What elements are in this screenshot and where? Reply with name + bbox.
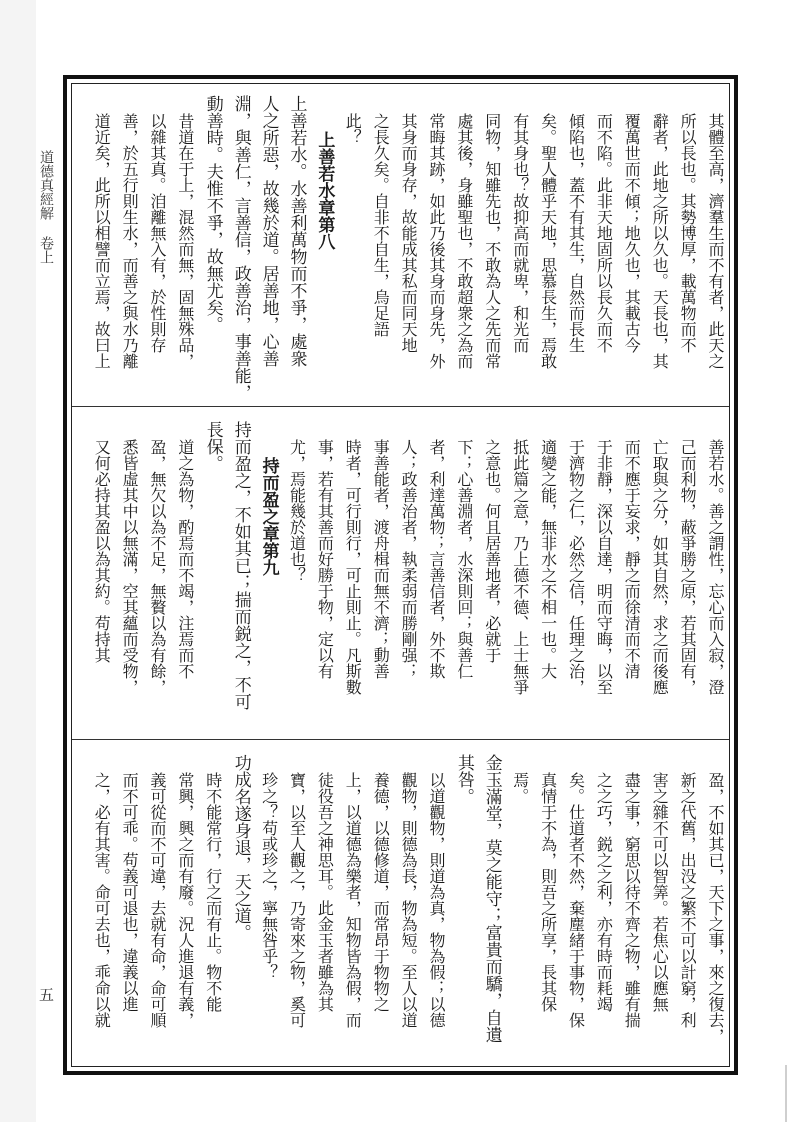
commentary-column: 此？ (343, 113, 363, 145)
commentary-column: 以道觀物，則道為真，物為假；以德 (427, 772, 446, 1028)
commentary-column: 矣。聖人體乎天地，思慕長生，焉敢 (538, 113, 558, 369)
commentary-column: 覆萬世而不傾；地久也，其載古今 (622, 113, 642, 353)
commentary-column: 寶，以至人觀之，乃寄來之物，奚可 (287, 772, 307, 1028)
page-number: 五 (39, 986, 55, 1004)
commentary-column: 而不可乖。苟義可退也，違義以進 (120, 772, 140, 1012)
commentary-column: 而不陷。此非天地固所以長久而不 (594, 113, 614, 353)
scripture-column: 淵，與善仁，言善信，政善治，事善能， (230, 95, 251, 401)
commentary-column: 處其後，身雖聖也，不敢超衆之為而 (454, 113, 474, 369)
commentary-column: 以雜其真。洎離無入有，於性則存 (148, 113, 167, 353)
commentary-column: 盡之事，窮思以待不齊之物，雖有揣 (622, 772, 642, 1028)
commentary-column: 害之雜不可以智筭。若焦心以應無 (650, 772, 670, 1012)
commentary-column: 其體至高，濟羣生而不有者，此天之 (706, 113, 725, 369)
panel-top (72, 83, 729, 405)
commentary-column: 又何必持其盈以為其約。苟持其 (92, 439, 112, 663)
commentary-column: 盈，不如其已，天下之事，來之復去， (706, 772, 725, 1044)
commentary-column: 于非靜，深以自達，明而守晦，以至 (594, 439, 614, 695)
commentary-column: 徒役吾之神思耳。此金玉者雖為其 (315, 772, 335, 1012)
commentary-column: 所以長也。其勢博厚，載萬物而不 (678, 113, 698, 353)
commentary-column: 昔道在于上，混然而無，固無殊品， (175, 113, 195, 369)
commentary-column: 亡取與之分，如其自然，求之而後應 (650, 439, 670, 695)
commentary-column: 道近矣，此所以相譬而立焉，故曰上 (92, 113, 112, 369)
commentary-column: 己而利物，蔽爭勝之原，若其固有， (678, 439, 698, 695)
scripture-column: 人之所惡，故幾於道。居善地，心善 (258, 95, 279, 367)
commentary-column: 善若水。善之謂性，忘心而入寂，澄 (706, 439, 725, 695)
chapter-heading: 持而盈之章第九 (258, 457, 279, 576)
panel-middle (72, 409, 729, 738)
panel-bottom (72, 742, 729, 1068)
scripture-column: 上善若水。水善利萬物而不爭，處衆 (286, 95, 307, 367)
commentary-column: 者，利達萬物；言善信者，外不欺 (427, 439, 446, 679)
commentary-column: 善，於五行則生水，而善之與水乃離 (120, 113, 140, 369)
scan-edge (785, 1065, 787, 1122)
commentary-column: 新之代舊，出没之繁不可以計窮，利 (678, 772, 698, 1028)
commentary-column: 之，必有其害。命可去也，乖命以就 (92, 772, 112, 1028)
commentary-column: 辭者，此地之所以久也。天長也，其 (650, 113, 670, 369)
commentary-column: 常興，興之而有廢。況人進退有義， (175, 772, 195, 1028)
commentary-column: 于濟物之仁，必然之信，任理之治， (566, 439, 586, 695)
commentary-column: 之意也。何且居善地者，必就于 (482, 439, 502, 663)
commentary-column: 事善能者，渡舟楫而無不濟；動善 (371, 439, 391, 679)
panel-divider (72, 739, 729, 740)
commentary-column: 之之巧，鋭之之利，亦有時而耗竭 (594, 772, 614, 1012)
commentary-column: 事，若有其善而好勝于物，定以有 (315, 439, 335, 679)
scripture-column: 功成名遂身退，天之道。 (230, 754, 251, 941)
commentary-column: 盈，無欠以為不足，無贅以為有餘， (148, 439, 167, 695)
commentary-column: 適變之能，無非水之不相一也。大 (538, 439, 558, 679)
commentary-column: 珍之？苟或珍之，寧無咎乎？ (259, 772, 279, 980)
commentary-column: 道之為物，酌焉而不竭，注焉而不 (175, 439, 195, 679)
commentary-column: 有其身也？故抑高而就卑，和光而 (510, 113, 530, 353)
volume-label: 卷上 (38, 236, 54, 264)
scripture-column: 長保。 (202, 421, 223, 472)
scripture-column: 其咎。 (453, 754, 474, 805)
scripture-column: 動善時。夫惟不爭，故無尤矣。 (202, 95, 223, 333)
commentary-column: 其身而身存，故能成其私而同天地 (399, 113, 419, 353)
commentary-column: 傾陷也，蓋不有其生，自然而長生 (566, 113, 586, 353)
commentary-column: 真情于不為，則吾之所享，長其保 (538, 772, 558, 1012)
commentary-column: 抵此篇之意，乃上德不德、上士無爭 (510, 439, 530, 695)
scan-margin (0, 0, 36, 1122)
book-title: 道德真經解 (38, 150, 54, 220)
scripture-column: 持而盈之，不如其已；揣而鋭之，不可 (230, 421, 251, 710)
margin-book-title (36, 150, 56, 264)
commentary-column: 悉皆虛其中以無滿，空其蘊而受物， (120, 439, 140, 695)
commentary-column: 同物，知雖先也，不敢為人之先而常 (482, 113, 502, 369)
commentary-column: 時不能常行，行之而有止。物不能 (203, 772, 223, 1012)
scripture-column: 金玉滿堂，莫之能守；富貴而驕，自遺 (481, 754, 502, 1043)
commentary-column: 時者，可行則行，可止則止。凡斯數 (343, 439, 363, 695)
commentary-column: 尤，焉能幾於道也？ (287, 439, 307, 583)
panel-divider (72, 406, 729, 407)
chapter-heading: 上善若水章第八 (314, 131, 335, 250)
commentary-column: 矣。仕道者不然，棄塵緒于事物，保 (566, 772, 586, 1028)
commentary-column: 焉。 (510, 772, 530, 804)
commentary-column: 常晦其跡，如此乃後其身而身先，外 (427, 113, 446, 369)
commentary-column: 而不應于妄求，靜之而徐清而不清 (622, 439, 642, 679)
commentary-column: 義可從而不可違，去就有命，命可順 (148, 772, 167, 1028)
commentary-column: 上，以道德為樂者，知物皆為假，而 (343, 772, 363, 1028)
commentary-column: 觀物，則德為長，物為短。至人以道 (399, 772, 419, 1028)
commentary-column: 下；心善淵者，水深則回；與善仁 (454, 439, 474, 679)
commentary-column: 人；政善治者，執柔弱而勝剛强； (399, 439, 419, 679)
commentary-column: 養德，以德修道，而常昂于物物之 (371, 772, 391, 1012)
commentary-column: 之長久矣。自非不自生，烏足語 (371, 113, 391, 337)
